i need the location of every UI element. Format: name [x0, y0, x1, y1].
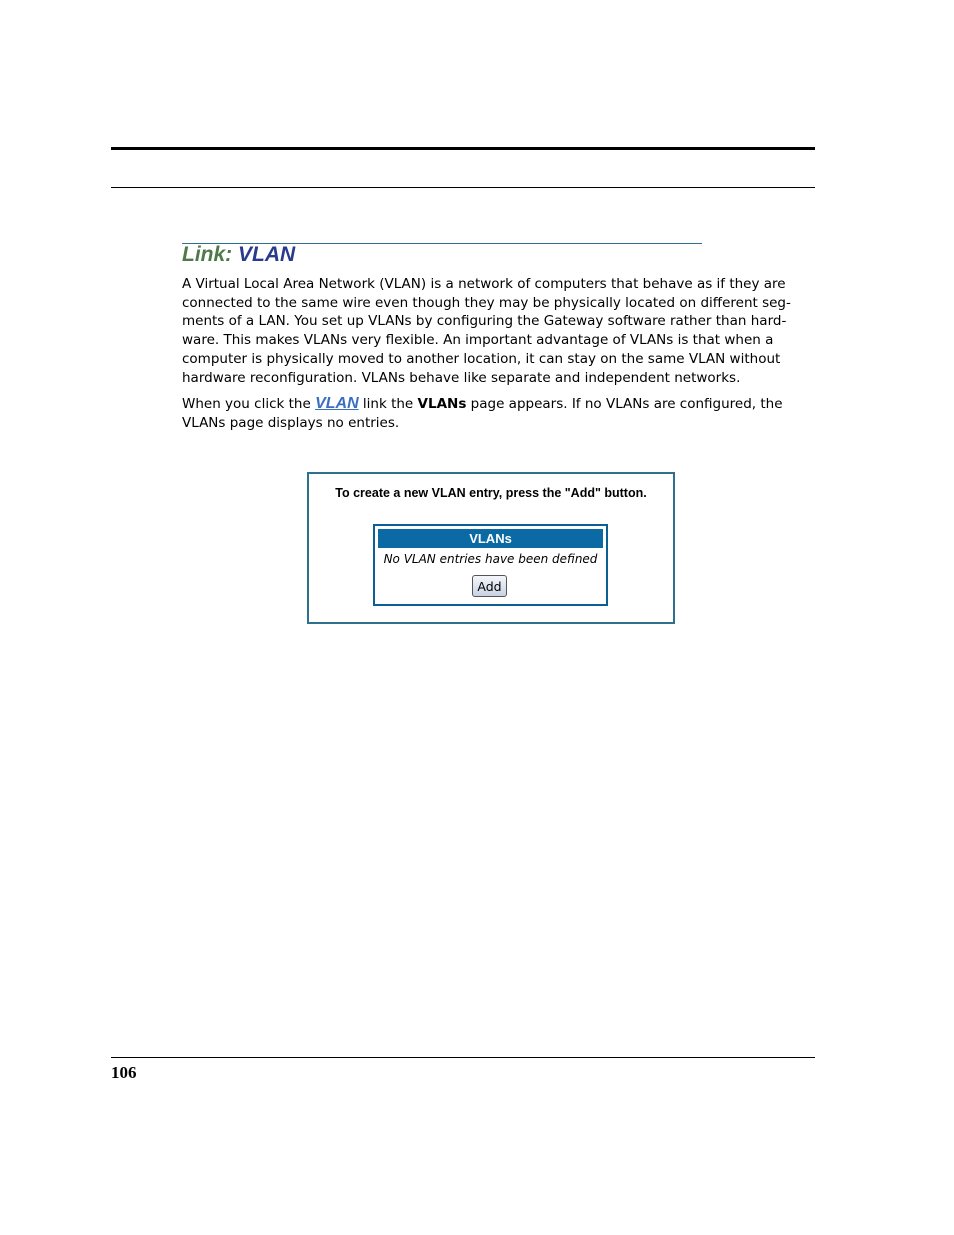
- text-after-bold: page appears. If no VLANs are configured, the: [466, 396, 783, 412]
- heading-title: VLAN: [238, 243, 296, 266]
- paragraph-line: computer is physically moved to another location, it can stay on the same VLAN without: [182, 350, 781, 367]
- empty-message: No VLAN entries have been defined: [383, 552, 598, 566]
- add-button[interactable]: Add: [472, 575, 507, 597]
- section-heading: [182, 242, 295, 268]
- paragraph-line: connected to the same wire even though they may be physically located on different seg-: [182, 294, 791, 311]
- paragraph-line: ments of a LAN. You set up VLANs by configuring the Gateway software rather than hard-: [182, 313, 787, 330]
- vlans-table-header: VLANs: [378, 529, 603, 548]
- text-after-link: link the: [358, 396, 418, 412]
- text-before-link: When you click the: [182, 396, 316, 412]
- vlans-table: [373, 524, 608, 606]
- paragraph-line: A Virtual Local Area Network (VLAN) is a network of computers that behave as if they are: [182, 276, 786, 292]
- add-instruction: To create a new VLAN entry, press the "Add" button.: [335, 486, 647, 500]
- paragraph-line: ware. This makes VLANs very flexible. An important advantage of VLANs is that when a: [182, 332, 774, 349]
- heading-prefix: Link:: [182, 243, 238, 266]
- intro-paragraph: [182, 275, 794, 387]
- vlan-link-paragraph: [182, 395, 794, 432]
- header-rule-thin: [111, 187, 815, 188]
- vlans-page-screenshot: [307, 472, 675, 624]
- paragraph-line: VLANs page displays no entries.: [182, 414, 400, 431]
- page-number: 106: [111, 1063, 137, 1082]
- header-rule-thick: [111, 147, 815, 150]
- paragraph-line: hardware reconfiguration. VLANs behave like separate and independent networks.: [182, 369, 741, 386]
- paragraph-line: [182, 395, 794, 414]
- vlans-page-name: VLANs: [417, 396, 467, 412]
- vlan-link[interactable]: VLAN: [315, 395, 359, 412]
- footer-rule: [111, 1057, 815, 1058]
